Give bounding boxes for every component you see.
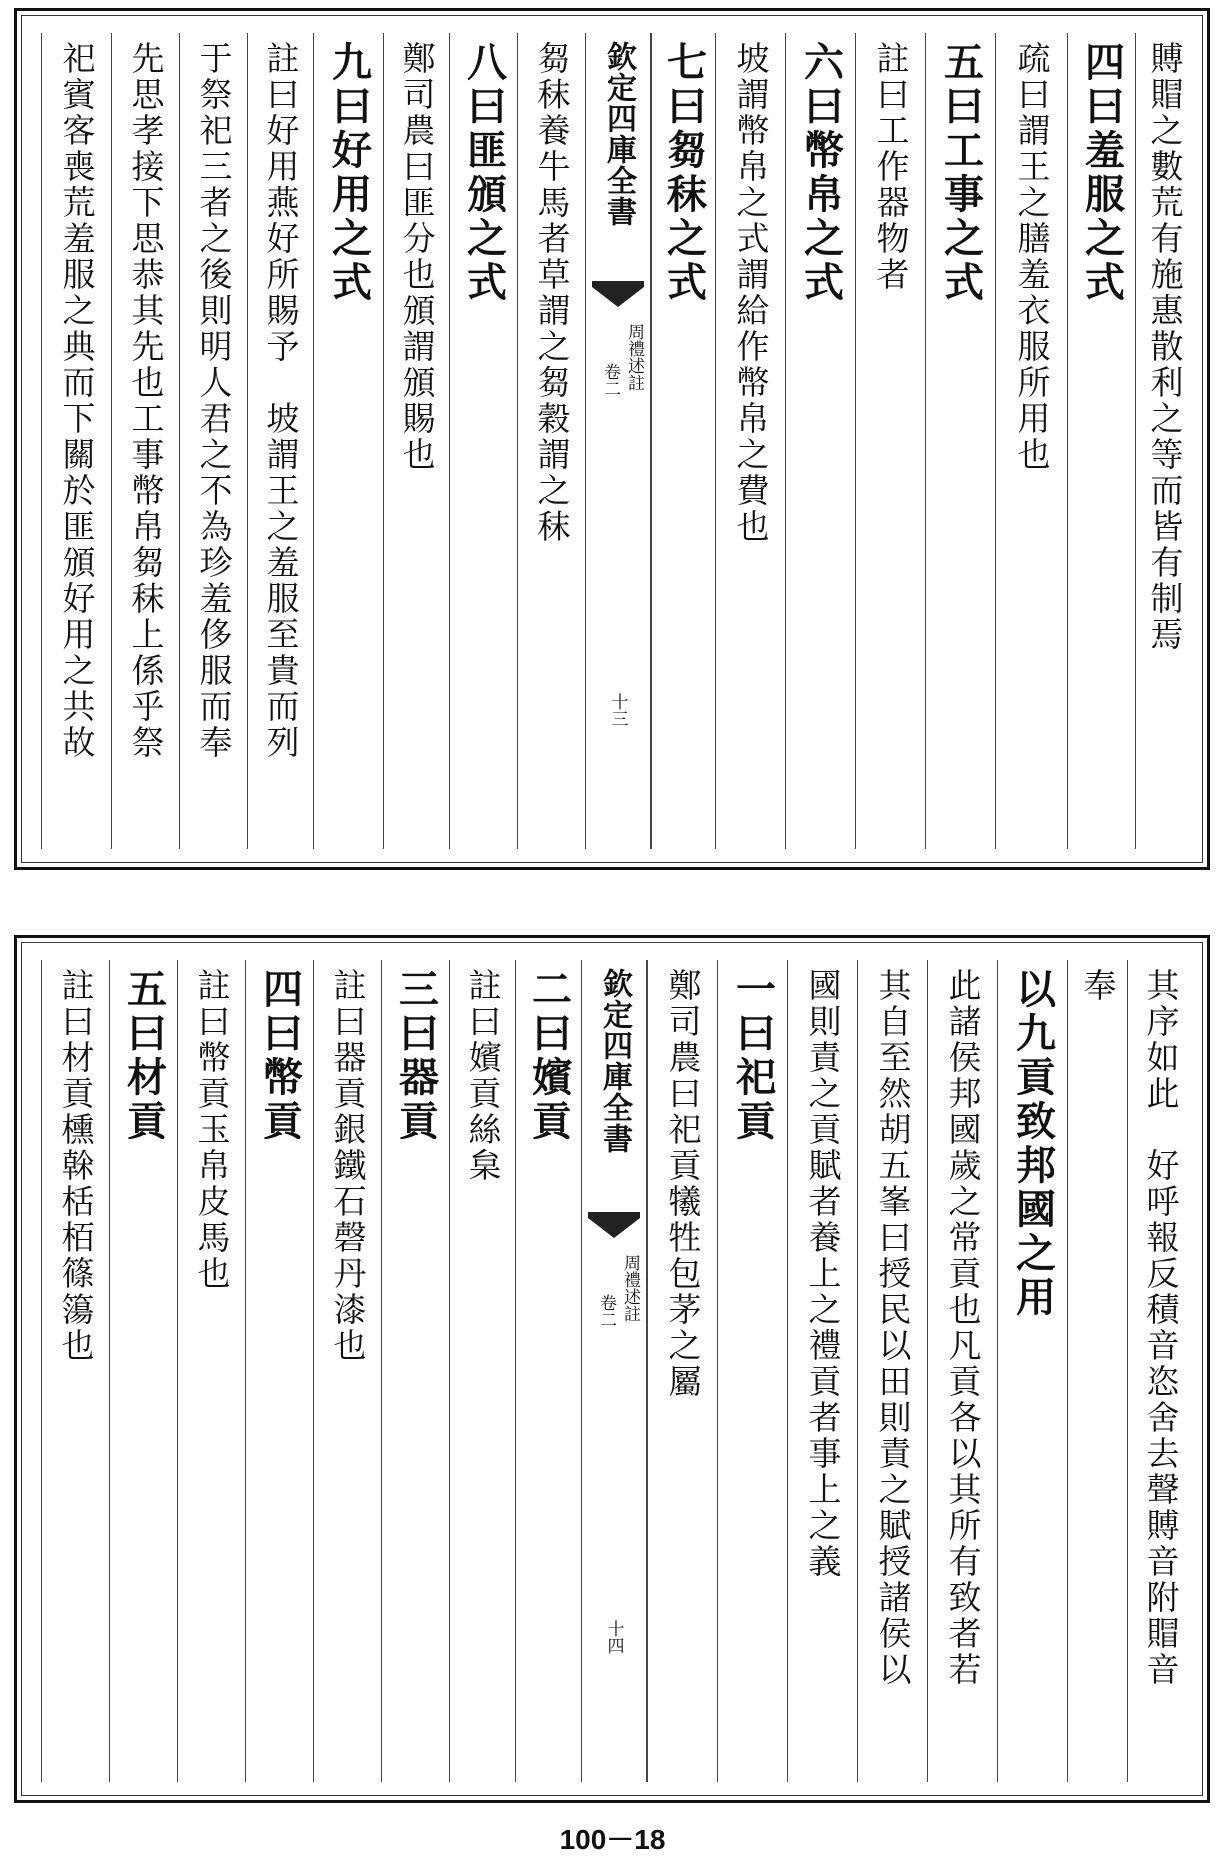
text-column	[1067, 960, 1127, 1782]
fish-tail-mark	[588, 1212, 640, 1238]
heading-column	[381, 960, 449, 1782]
text-column	[995, 33, 1067, 849]
section-heading: 四曰幣貢	[256, 968, 304, 1144]
section-heading: 以九貢致邦國之用	[1009, 968, 1057, 1320]
volume-label: 卷二	[600, 363, 620, 397]
text-column	[1135, 33, 1193, 849]
center-fold	[585, 33, 651, 849]
section-heading: 五曰材貢	[120, 968, 168, 1144]
section-heading: 四曰羞服之式	[1078, 41, 1126, 305]
book-title: 欽定四庫全書	[597, 968, 632, 1154]
column-text: 註曰器貢銀鐵石磬丹漆也	[328, 968, 368, 1364]
column-text: 註曰嬪貢絲枲	[463, 968, 503, 1184]
text-column	[927, 960, 997, 1782]
heading-column	[515, 960, 581, 1782]
column-text: 賻賵之數荒有施惠散利之等而皆有制焉	[1145, 41, 1185, 653]
heading-column	[785, 33, 855, 849]
text-column	[1127, 960, 1193, 1782]
text-column	[179, 33, 247, 849]
column-text: 先思孝接下思恭其先也工事幣帛芻秣上係乎祭	[126, 41, 166, 761]
book-name: 周禮述註	[624, 323, 644, 391]
column-text: 其序如此 好呼報反積音恣舍去聲賻音附賵音	[1141, 968, 1181, 1688]
column-text: 註曰幣貢玉帛皮馬也	[192, 968, 232, 1292]
heading-column	[449, 33, 517, 849]
section-heading: 五曰工事之式	[937, 41, 985, 305]
column-text: 奉	[1078, 968, 1118, 1004]
text-column	[177, 960, 245, 1782]
text-column	[449, 960, 515, 1782]
section-heading: 九曰好用之式	[325, 41, 373, 305]
volume-label: 卷二	[596, 1294, 616, 1328]
heading-column	[245, 960, 313, 1782]
column-text: 坡謂幣帛之式謂給作幣帛之費也	[731, 41, 771, 545]
section-heading: 一曰祀貢	[729, 968, 777, 1144]
column-text: 此諸侯邦國歲之常貢也凡貢各以其所有致者若	[943, 968, 983, 1688]
column-text: 祀賓客喪荒羞服之典而下關於匪頒好用之共故	[57, 41, 97, 761]
section-heading: 八曰匪頒之式	[460, 41, 508, 305]
page-number: 十四	[603, 1620, 624, 1654]
column-text: 于祭祀三者之後則明人君之不為珍羞侈服而奉	[194, 41, 234, 761]
column-text: 疏曰謂王之膳羞衣服所用也	[1012, 41, 1052, 473]
fish-tail-mark	[592, 281, 644, 307]
column-text: 鄭司農曰匪分也頒謂頒賜也	[397, 41, 437, 473]
heading-column	[717, 960, 787, 1782]
upper-page	[14, 8, 1210, 870]
book-name: 周禮述註	[620, 1254, 640, 1322]
heading-column	[651, 33, 715, 849]
heading-column	[925, 33, 995, 849]
text-column	[857, 960, 927, 1782]
heading-column	[109, 960, 177, 1782]
column-text: 國則責之貢賦者養上之禮貢者事上之義	[803, 968, 843, 1580]
column-text: 鄭司農曰祀貢犧牲包茅之屬	[663, 968, 703, 1400]
section-heading: 二曰嬪貢	[525, 968, 573, 1144]
text-column	[383, 33, 449, 849]
text-column	[855, 33, 925, 849]
column-text: 芻秣養牛馬者草謂之芻穀謂之秣	[532, 41, 572, 545]
page-footer-number: 100－18	[559, 1824, 666, 1855]
column-text: 註曰材貢櫄榦栝栢篠簜也	[56, 968, 96, 1364]
section-heading: 七曰芻秣之式	[660, 41, 708, 305]
heading-column	[313, 33, 383, 849]
column-text: 其自至然胡五峯曰授民以田則責之賦授諸侯以	[873, 968, 913, 1688]
heading-column	[997, 960, 1067, 1782]
text-column	[41, 960, 109, 1782]
text-column	[787, 960, 857, 1782]
text-column	[111, 33, 179, 849]
text-column	[247, 33, 313, 849]
page-number: 十三	[607, 693, 628, 727]
column-text: 註曰工作器物者	[871, 41, 911, 293]
book-title: 欽定四庫全書	[601, 41, 636, 227]
text-column	[517, 33, 585, 849]
center-fold	[581, 960, 647, 1782]
text-column	[715, 33, 785, 849]
text-column	[41, 33, 111, 849]
text-column	[313, 960, 381, 1782]
column-text: 註曰好用燕好所賜予 坡謂王之羞服至貴而列	[261, 41, 301, 761]
section-heading: 三曰器貢	[392, 968, 440, 1144]
section-heading: 六曰幣帛之式	[797, 41, 845, 305]
text-column	[647, 960, 717, 1782]
heading-column	[1067, 33, 1135, 849]
lower-page	[14, 935, 1210, 1803]
